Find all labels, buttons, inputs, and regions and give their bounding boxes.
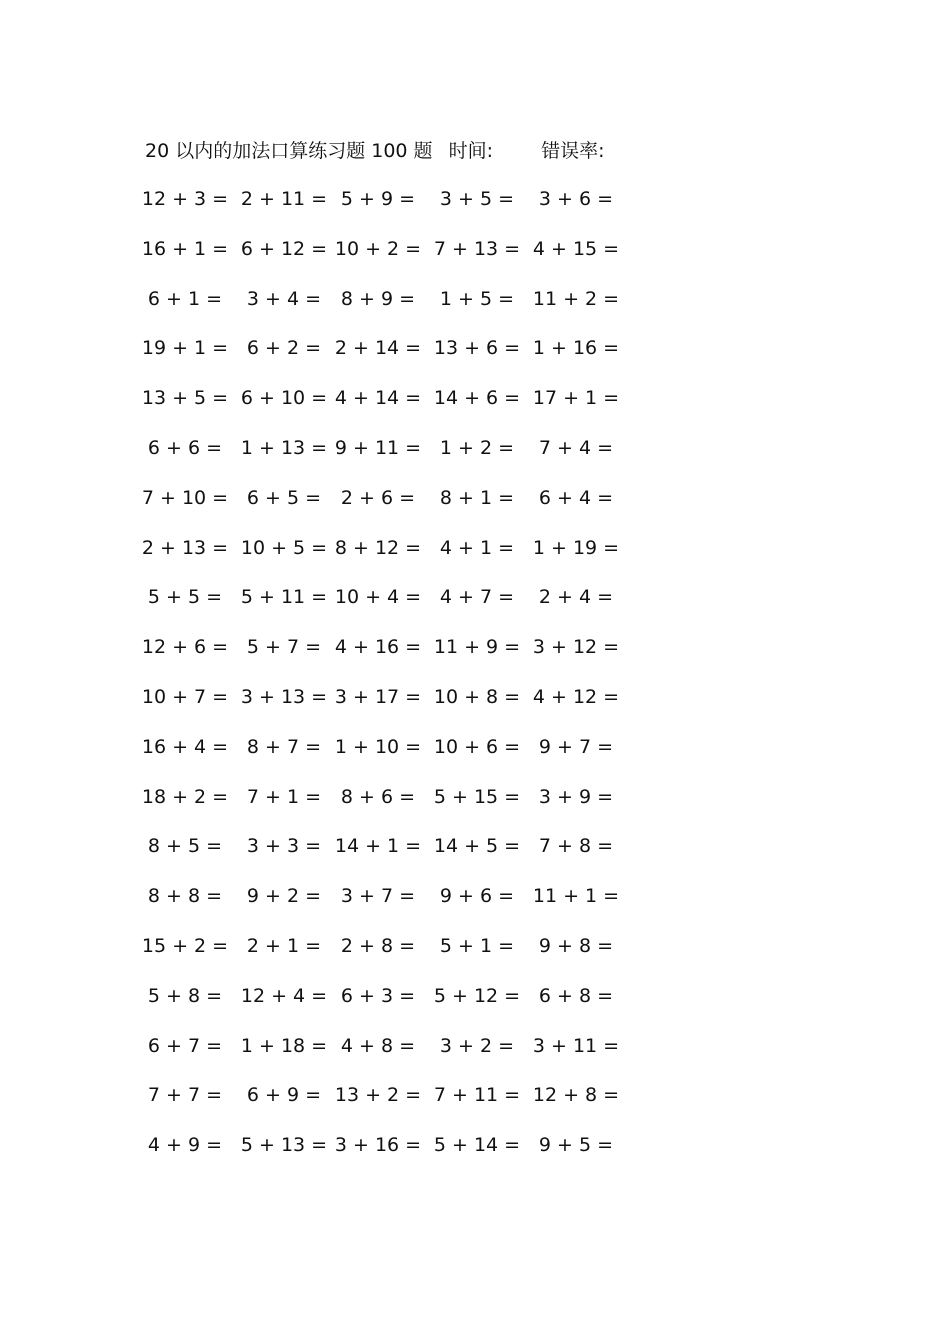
problem-item: 4 + 7 =	[439, 586, 515, 609]
problem-item: 2 + 8 =	[340, 934, 416, 957]
problem-item: 3 + 17 =	[334, 685, 422, 708]
problem-item: 4 + 9 =	[147, 1134, 223, 1157]
problem-item: 17 + 1 =	[532, 387, 620, 410]
problem-item: 9 + 8 =	[538, 934, 614, 957]
problem-item: 19 + 1 =	[141, 337, 229, 360]
problem-item: 7 + 11 =	[433, 1084, 521, 1107]
worksheet-title: 20 以内的加法口算练习题 100 题	[145, 140, 433, 162]
problem-item: 2 + 11 =	[240, 188, 328, 210]
problem-item: 6 + 12 =	[240, 237, 328, 260]
problem-item: 3 + 2 =	[439, 1034, 515, 1057]
problem-item: 2 + 6 =	[340, 486, 416, 509]
problem-item: 8 + 1 =	[439, 486, 515, 509]
problem-item: 8 + 6 =	[340, 785, 416, 808]
problem-item: 2 + 1 =	[246, 934, 322, 957]
problem-item: 6 + 2 =	[246, 337, 322, 360]
problem-item: 6 + 1 =	[147, 287, 223, 310]
problem-item: 7 + 1 =	[246, 785, 322, 808]
problem-item: 3 + 3 =	[246, 835, 322, 858]
problem-item: 5 + 14 =	[433, 1134, 521, 1157]
error-rate-label: 错误率:	[541, 140, 605, 162]
problem-item: 12 + 8 =	[532, 1084, 620, 1107]
problem-item: 1 + 16 =	[532, 337, 620, 360]
problem-item: 6 + 3 =	[340, 984, 416, 1007]
problem-item: 5 + 7 =	[246, 636, 322, 659]
problem-item: 3 + 9 =	[538, 785, 614, 808]
problem-item: 4 + 8 =	[340, 1034, 416, 1057]
problem-item: 11 + 2 =	[532, 287, 620, 310]
problem-item: 10 + 4 =	[334, 586, 422, 609]
problem-item: 11 + 1 =	[532, 885, 620, 908]
problem-item: 4 + 1 =	[439, 536, 515, 559]
problem-item: 1 + 5 =	[439, 287, 515, 310]
problem-item: 5 + 15 =	[433, 785, 521, 808]
problem-item: 7 + 10 =	[141, 486, 229, 509]
problem-item: 18 + 2 =	[141, 785, 229, 808]
problem-item: 3 + 12 =	[532, 636, 620, 659]
problem-item: 10 + 6 =	[433, 735, 521, 758]
problem-item: 6 + 9 =	[246, 1084, 322, 1107]
problem-item: 7 + 7 =	[147, 1084, 223, 1107]
problem-item: 12 + 6 =	[141, 636, 229, 659]
problem-item: 15 + 2 =	[141, 934, 229, 957]
problem-item: 6 + 10 =	[240, 387, 328, 410]
problem-item: 9 + 5 =	[538, 1134, 614, 1157]
problem-item: 7 + 8 =	[538, 835, 614, 858]
problem-item: 6 + 8 =	[538, 984, 614, 1007]
problem-item: 2 + 14 =	[334, 337, 422, 360]
problem-item: 10 + 5 =	[240, 536, 328, 559]
problem-item: 12 + 4 =	[240, 984, 328, 1007]
problem-item: 7 + 13 =	[433, 237, 521, 260]
problem-item: 7 + 4 =	[538, 436, 614, 459]
problem-item: 5 + 12 =	[433, 984, 521, 1007]
problem-item: 3 + 6 =	[538, 188, 614, 210]
problem-item: 10 + 2 =	[334, 237, 422, 260]
problem-item: 3 + 13 =	[240, 685, 328, 708]
problem-item: 8 + 5 =	[147, 835, 223, 858]
problem-item: 5 + 9 =	[340, 188, 416, 210]
problem-item: 12 + 3 =	[141, 188, 229, 210]
problem-item: 4 + 15 =	[532, 237, 620, 260]
problem-item: 9 + 6 =	[439, 885, 515, 908]
problem-item: 11 + 9 =	[433, 636, 521, 659]
problem-item: 13 + 5 =	[141, 387, 229, 410]
problem-item: 13 + 6 =	[433, 337, 521, 360]
problem-item: 14 + 1 =	[334, 835, 422, 858]
problem-item: 5 + 13 =	[240, 1134, 328, 1157]
problem-item: 3 + 5 =	[439, 188, 515, 210]
problem-item: 8 + 7 =	[246, 735, 322, 758]
worksheet-header	[145, 136, 604, 166]
problem-item: 6 + 5 =	[246, 486, 322, 509]
problem-item: 16 + 1 =	[141, 237, 229, 260]
problem-item: 1 + 18 =	[240, 1034, 328, 1057]
problem-item: 9 + 2 =	[246, 885, 322, 908]
problem-item: 9 + 11 =	[334, 436, 422, 459]
problem-item: 8 + 8 =	[147, 885, 223, 908]
problem-item: 6 + 4 =	[538, 486, 614, 509]
problem-item: 3 + 16 =	[334, 1134, 422, 1157]
problem-item: 5 + 5 =	[147, 586, 223, 609]
problem-item: 4 + 14 =	[334, 387, 422, 410]
problem-item: 14 + 6 =	[433, 387, 521, 410]
problem-item: 1 + 13 =	[240, 436, 328, 459]
problem-item: 4 + 12 =	[532, 685, 620, 708]
problem-item: 14 + 5 =	[433, 835, 521, 858]
problem-item: 6 + 7 =	[147, 1034, 223, 1057]
problem-item: 5 + 8 =	[147, 984, 223, 1007]
problem-item: 5 + 1 =	[439, 934, 515, 957]
problem-item: 2 + 13 =	[141, 536, 229, 559]
problem-item: 2 + 4 =	[538, 586, 614, 609]
problem-item: 8 + 12 =	[334, 536, 422, 559]
problem-item: 6 + 6 =	[147, 436, 223, 459]
problem-item: 13 + 2 =	[334, 1084, 422, 1107]
problem-item: 3 + 11 =	[532, 1034, 620, 1057]
problem-item: 5 + 11 =	[240, 586, 328, 609]
problem-item: 3 + 4 =	[246, 287, 322, 310]
problem-item: 1 + 2 =	[439, 436, 515, 459]
problem-item: 16 + 4 =	[141, 735, 229, 758]
problem-item: 9 + 7 =	[538, 735, 614, 758]
problem-item: 10 + 7 =	[141, 685, 229, 708]
problem-item: 1 + 10 =	[334, 735, 422, 758]
problem-item: 4 + 16 =	[334, 636, 422, 659]
problem-item: 1 + 19 =	[532, 536, 620, 559]
problem-item: 10 + 8 =	[433, 685, 521, 708]
problem-item: 8 + 9 =	[340, 287, 416, 310]
problem-item: 3 + 7 =	[340, 885, 416, 908]
time-label: 时间:	[448, 140, 494, 162]
